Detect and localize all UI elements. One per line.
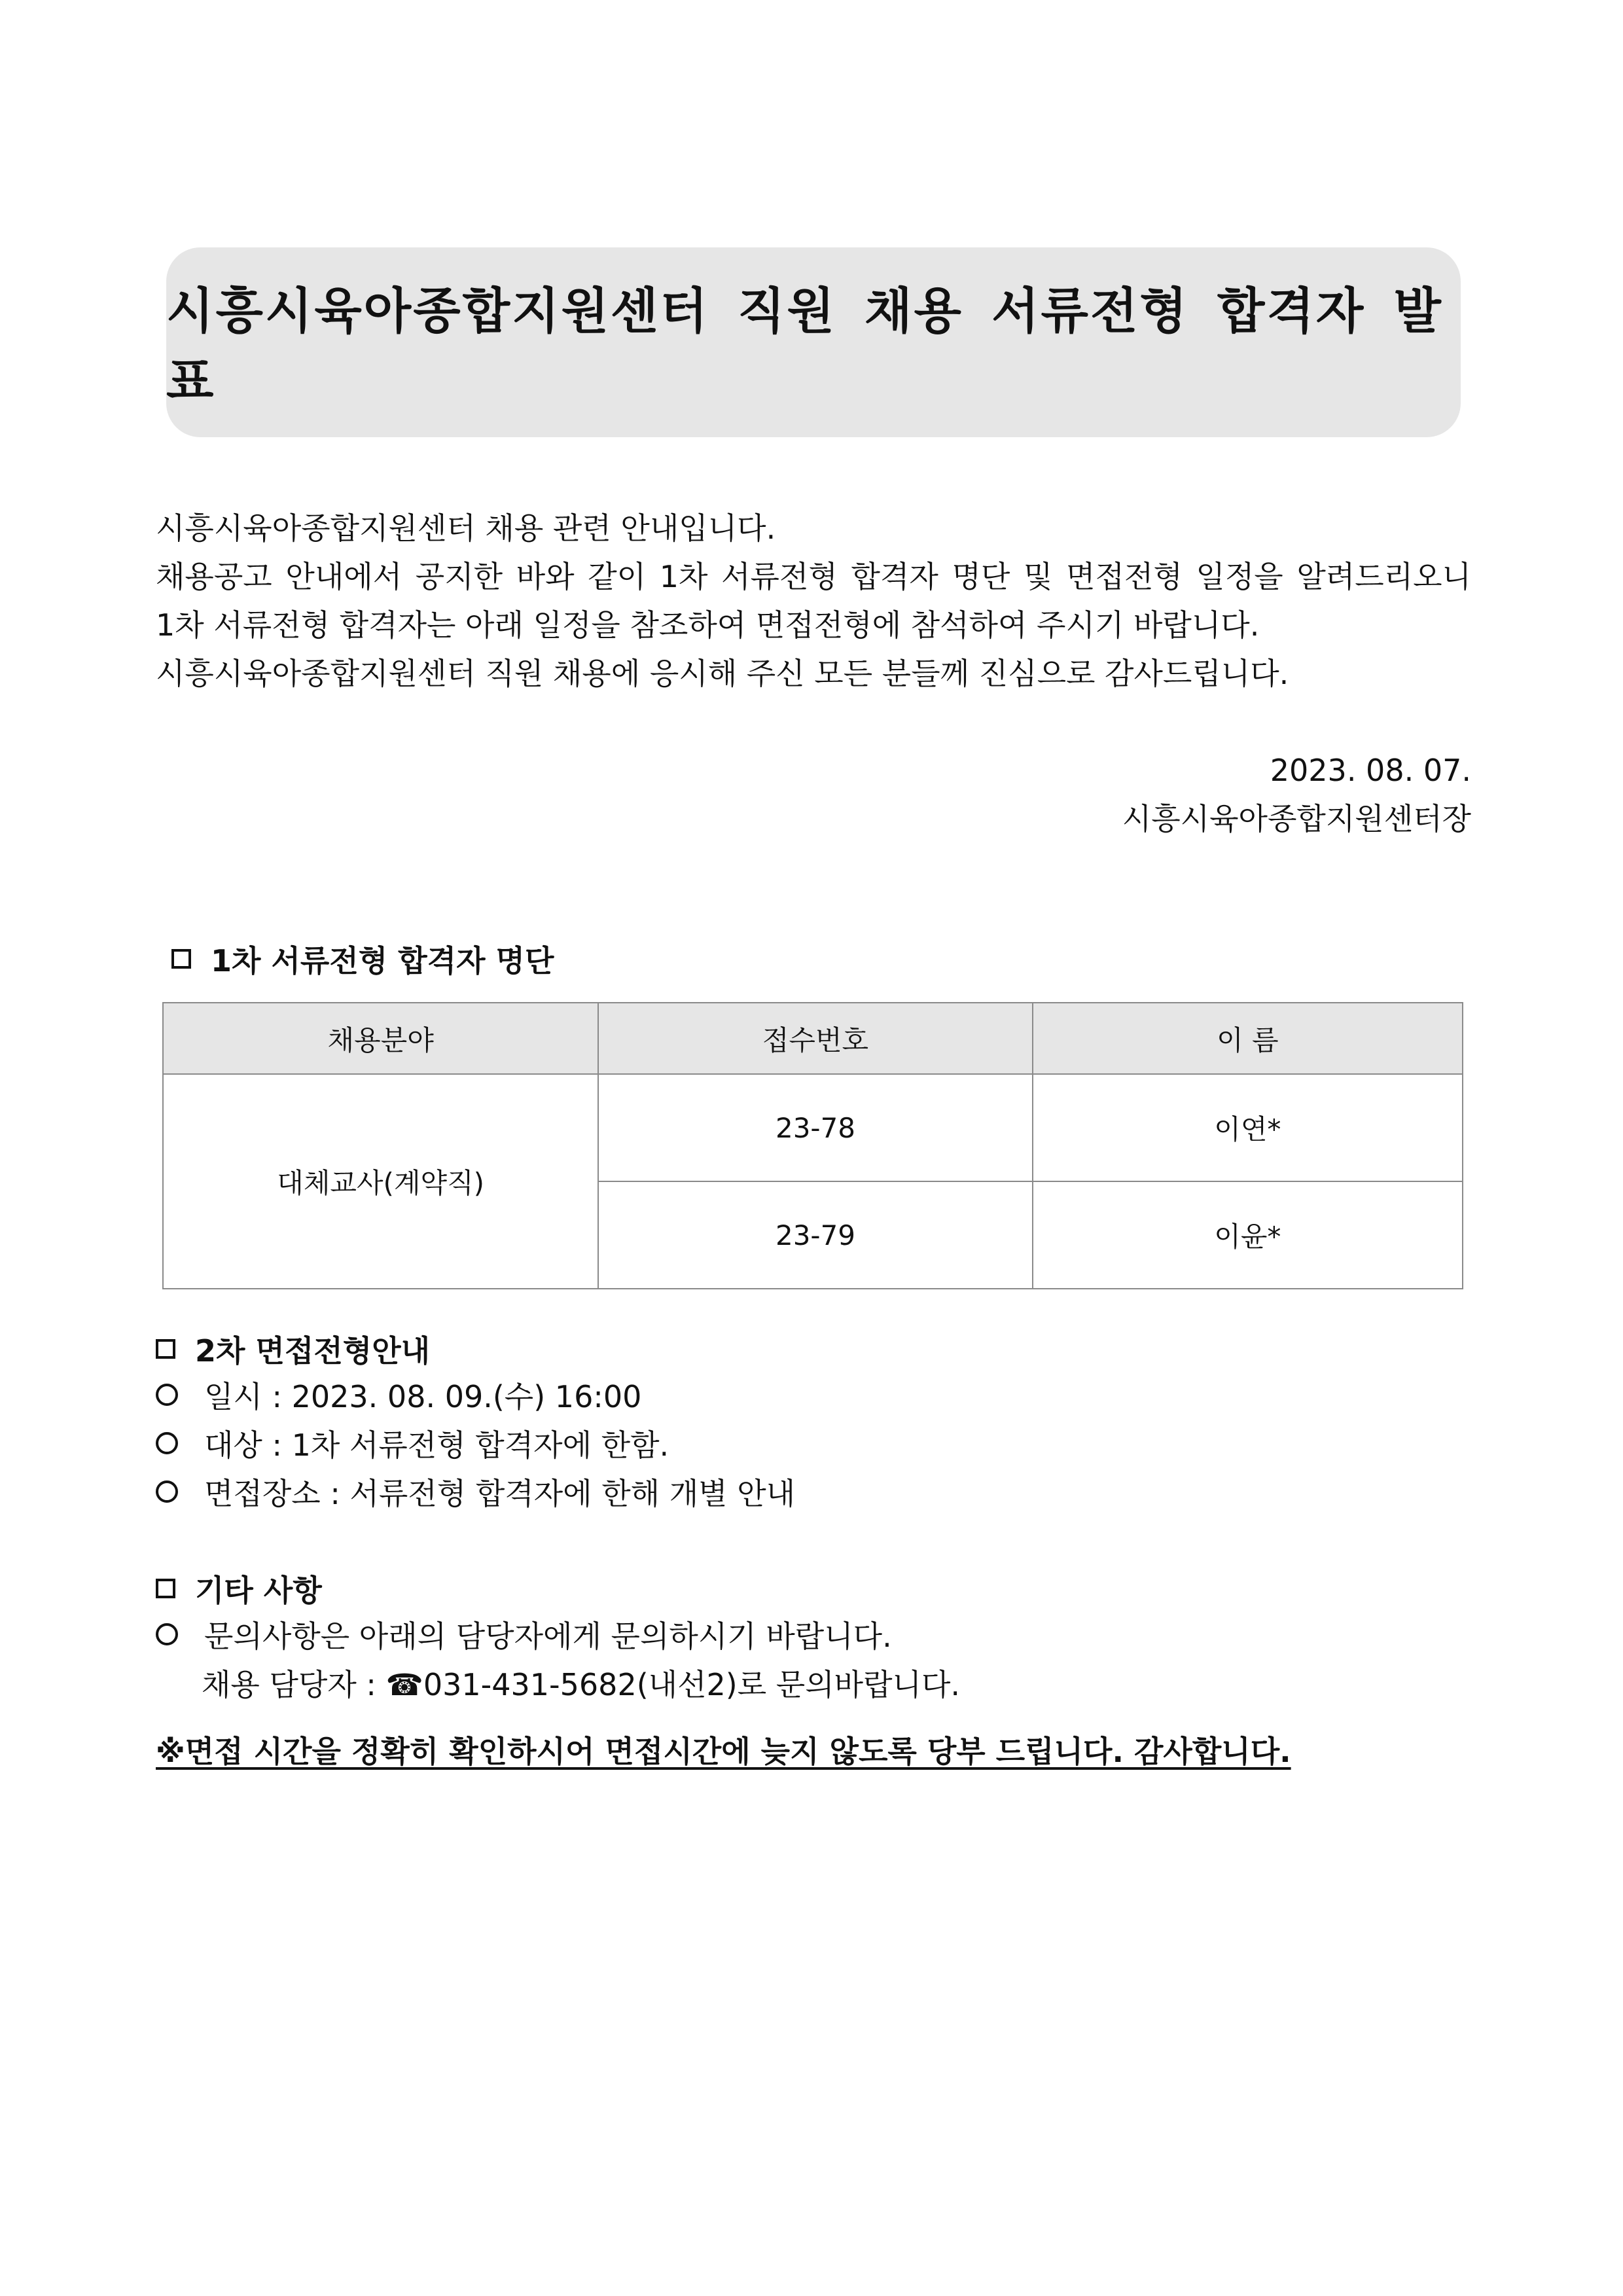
list-item: 대상 : 1차 서류전형 합격자에 한함. [156, 1419, 795, 1467]
signature-block [1122, 746, 1471, 843]
number-cell: 23-78 [598, 1074, 1032, 1181]
section-heading-other [156, 1567, 322, 1610]
title-box [166, 247, 1461, 437]
field-cell: 대체교사(계약직) [163, 1074, 598, 1289]
table-header: 채용분야 [163, 1003, 598, 1074]
table-row [163, 1074, 1463, 1181]
section-heading-passers [171, 937, 554, 980]
bullet-circle-icon [156, 1623, 178, 1645]
page-title: 시흥시육아종합지원센터 직원 채용 서류전형 합격자 발표 [166, 282, 1443, 410]
table-header: 이 름 [1033, 1003, 1463, 1074]
issuer-name: 시흥시육아종합지원센터장 [1122, 801, 1471, 836]
intro-line: 채용공고 안내에서 공지한 바와 같이 1차 서류전형 합격자 명단 및 면접전형 일정을 알려드리오니 [156, 559, 1471, 594]
contact-line: 채용 담당자 : ☎031-431-5682(내선2)로 문의바랍니다. [202, 1667, 961, 1702]
name-cell: 이연* [1033, 1074, 1463, 1181]
other-info-list [156, 1610, 960, 1707]
intro-paragraph [156, 504, 1471, 698]
table-header: 접수번호 [598, 1003, 1032, 1074]
checkbox-square-icon [171, 949, 191, 969]
section-heading-text: 기타 사항 [195, 1573, 322, 1608]
table-header-row [163, 1003, 1463, 1074]
bullet-circle-icon [156, 1480, 178, 1503]
issue-date: 2023. 08. 07. [1270, 753, 1471, 788]
section-heading-text: 2차 면접전형안내 [195, 1333, 431, 1369]
checkbox-square-icon [156, 1579, 175, 1598]
number-cell: 23-79 [598, 1181, 1032, 1289]
section-heading-interview [156, 1327, 430, 1371]
name-cell: 이윤* [1033, 1181, 1463, 1289]
intro-line: 시흥시육아종합지원센터 채용 관련 안내입니다. [156, 511, 776, 546]
intro-line: 시흥시육아종합지원센터 직원 채용에 응시해 주신 모든 분들께 진심으로 감사드립니다. [156, 656, 1289, 691]
closing-notice: ※면접 시간을 정확히 확인하시어 면접시간에 늦지 않도록 당부 드립니다. 감사합니다. [156, 1734, 1291, 1769]
list-item: 면접장소 : 서류전형 합격자에 한해 개별 안내 [156, 1467, 795, 1516]
section-heading-text: 1차 서류전형 합격자 명단 [211, 943, 554, 978]
bullet-circle-icon [156, 1432, 178, 1454]
interview-info-list [156, 1371, 795, 1516]
list-item: 문의사항은 아래의 담당자에게 문의하시기 바랍니다. [156, 1610, 960, 1659]
checkbox-square-icon [156, 1339, 175, 1359]
list-item: 일시 : 2023. 08. 09.(수) 16:00 [156, 1371, 795, 1419]
passers-table [162, 1002, 1463, 1289]
bullet-circle-icon [156, 1384, 178, 1406]
intro-line: 1차 서류전형 합격자는 아래 일정을 참조하여 면접전형에 참석하여 주시기 바랍니다. [156, 607, 1260, 643]
